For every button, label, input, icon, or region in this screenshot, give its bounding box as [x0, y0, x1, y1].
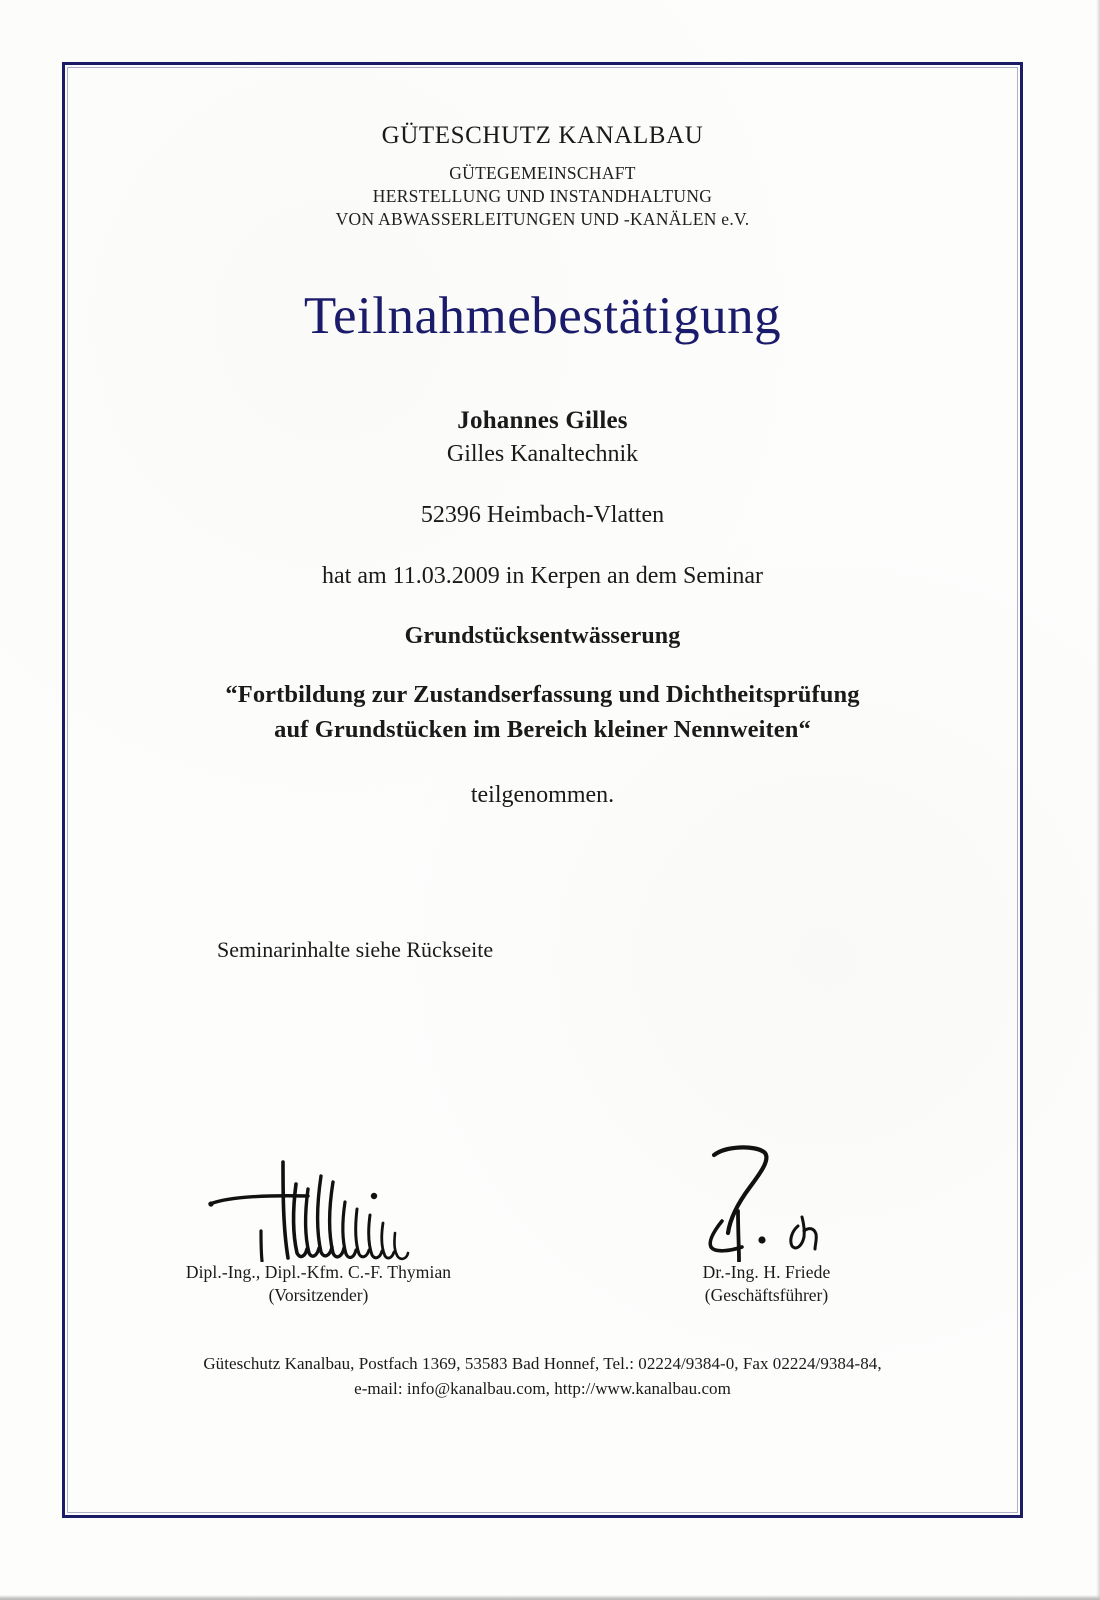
signature-block-managing-director	[602, 1122, 932, 1306]
organization-subtitle-line-1: GÜTEGEMEINSCHAFT	[449, 162, 636, 183]
seminar-quoted-title-line-1: “Fortbildung zur Zustandserfassung und Dichtheitsprüfung	[225, 681, 860, 709]
recipient-company: Gilles Kanaltechnik	[446, 441, 639, 468]
recipient-city: 52396 Heimbach-Vlatten	[420, 502, 665, 529]
signatory-role: (Geschäftsführer)	[704, 1285, 829, 1305]
closing-line: teilgenommen.	[470, 781, 615, 808]
handwritten-signature-icon	[692, 1127, 842, 1262]
seminar-quoted-title	[62, 678, 1023, 748]
signatory-name: Dr.-Ing. H. Friede	[702, 1262, 831, 1282]
seminar-quoted-title-line-2: auf Grundstücken im Bereich kleiner Nennweiten“	[274, 716, 811, 744]
signature-ink-managing-director	[602, 1122, 932, 1262]
footer-email-web-line: e-mail: info@kanalbau.com, http://www.kanalbau.com	[354, 1378, 731, 1398]
signature-area	[62, 1122, 1023, 1306]
organization-header	[62, 62, 1023, 231]
organization-name: GÜTESCHUTZ KANALBAU	[381, 122, 704, 149]
seminar-topic: Grundstücksentwässerung	[404, 623, 681, 650]
organization-subtitle-line-3: VON ABWASSERLEITUNGEN UND -KANÄLEN e.V.	[335, 208, 750, 229]
scan-edge-right	[1096, 0, 1100, 1600]
organization-subtitle	[62, 162, 1023, 231]
signatory-role: (Vorsitzender)	[268, 1285, 369, 1305]
attendance-line: hat am 11.03.2009 in Kerpen an dem Seminar	[322, 563, 763, 590]
handwritten-signature-icon	[204, 1127, 434, 1262]
signatory-name: Dipl.-Ing., Dipl.-Kfm. C.-F. Thymian	[185, 1262, 452, 1282]
signature-ink-chairman	[154, 1122, 484, 1262]
scan-edge-bottom	[0, 1595, 1100, 1600]
recipient-block	[62, 407, 1023, 529]
page-title: Teilnahmebestätigung	[303, 287, 782, 346]
footer-contact	[62, 1352, 1023, 1401]
backside-note: Seminarinhalte siehe Rückseite	[217, 936, 494, 962]
recipient-name: Johannes Gilles	[457, 407, 628, 435]
signature-block-chairman	[154, 1122, 484, 1306]
organization-subtitle-line-2: HERSTELLUNG UND INSTANDHALTUNG	[372, 185, 713, 206]
footer-address-line: Güteschutz Kanalbau, Postfach 1369, 53583 Bad Honnef, Tel.: 02224/9384-0, Fax 02224/9384-84,	[203, 1354, 882, 1373]
certificate-content	[62, 62, 1023, 1518]
